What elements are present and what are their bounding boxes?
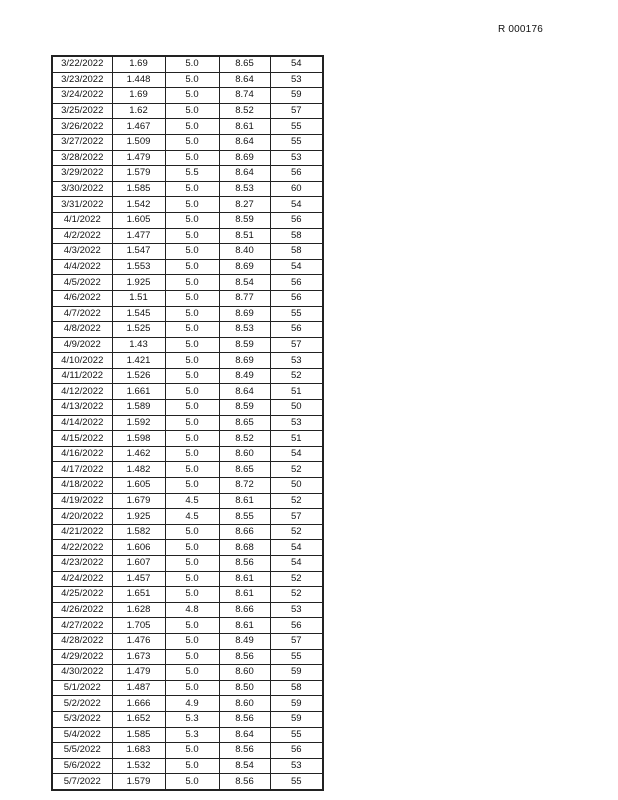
value-cell: 1.605 [112, 212, 165, 228]
value-cell: 5.0 [165, 134, 219, 150]
value-cell: 5.0 [165, 368, 219, 384]
value-cell: 8.53 [219, 181, 270, 197]
date-cell: 4/15/2022 [52, 431, 112, 447]
value-cell: 5.0 [165, 119, 219, 135]
data-table [51, 55, 324, 791]
value-cell: 8.64 [219, 727, 270, 743]
value-cell: 1.467 [112, 119, 165, 135]
value-cell: 5.0 [165, 337, 219, 353]
table-row [52, 134, 323, 150]
table-body [52, 56, 323, 790]
value-cell: 4.5 [165, 493, 219, 509]
value-cell: 1.652 [112, 711, 165, 727]
value-cell: 51 [270, 384, 323, 400]
date-cell: 4/5/2022 [52, 275, 112, 291]
table-row [52, 540, 323, 556]
date-cell: 4/10/2022 [52, 353, 112, 369]
value-cell: 1.673 [112, 649, 165, 665]
date-cell: 4/3/2022 [52, 244, 112, 260]
table-row [52, 181, 323, 197]
value-cell: 1.605 [112, 478, 165, 494]
table-row [52, 711, 323, 727]
value-cell: 5.0 [165, 275, 219, 291]
value-cell: 8.61 [219, 587, 270, 603]
value-cell: 4.5 [165, 509, 219, 525]
date-cell: 4/8/2022 [52, 322, 112, 338]
value-cell: 54 [270, 56, 323, 72]
value-cell: 54 [270, 197, 323, 213]
value-cell: 8.56 [219, 556, 270, 572]
value-cell: 5.5 [165, 166, 219, 182]
value-cell: 59 [270, 88, 323, 104]
date-cell: 4/14/2022 [52, 415, 112, 431]
value-cell: 8.61 [219, 618, 270, 634]
value-cell: 5.0 [165, 524, 219, 540]
value-cell: 52 [270, 571, 323, 587]
date-cell: 3/31/2022 [52, 197, 112, 213]
table-row [52, 556, 323, 572]
table-row [52, 618, 323, 634]
value-cell: 5.0 [165, 244, 219, 260]
date-cell: 3/30/2022 [52, 181, 112, 197]
value-cell: 57 [270, 103, 323, 119]
value-cell: 1.542 [112, 197, 165, 213]
table-row [52, 571, 323, 587]
table-row [52, 197, 323, 213]
table-row [52, 758, 323, 774]
value-cell: 8.59 [219, 212, 270, 228]
value-cell: 8.69 [219, 306, 270, 322]
date-cell: 5/7/2022 [52, 774, 112, 790]
date-cell: 4/21/2022 [52, 524, 112, 540]
table-row [52, 665, 323, 681]
value-cell: 5.0 [165, 290, 219, 306]
value-cell: 5.0 [165, 446, 219, 462]
value-cell: 59 [270, 711, 323, 727]
value-cell: 8.54 [219, 758, 270, 774]
date-cell: 4/16/2022 [52, 446, 112, 462]
value-cell: 1.448 [112, 72, 165, 88]
date-cell: 4/27/2022 [52, 618, 112, 634]
date-cell: 4/4/2022 [52, 259, 112, 275]
value-cell: 8.69 [219, 353, 270, 369]
value-cell: 5.0 [165, 556, 219, 572]
date-cell: 5/2/2022 [52, 696, 112, 712]
date-cell: 4/28/2022 [52, 633, 112, 649]
value-cell: 5.0 [165, 758, 219, 774]
value-cell: 57 [270, 509, 323, 525]
value-cell: 1.482 [112, 462, 165, 478]
value-cell: 52 [270, 462, 323, 478]
value-cell: 5.0 [165, 212, 219, 228]
value-cell: 8.60 [219, 446, 270, 462]
date-cell: 4/6/2022 [52, 290, 112, 306]
value-cell: 8.52 [219, 103, 270, 119]
date-cell: 5/3/2022 [52, 711, 112, 727]
value-cell: 1.582 [112, 524, 165, 540]
value-cell: 8.56 [219, 649, 270, 665]
value-cell: 5.0 [165, 680, 219, 696]
table-row [52, 446, 323, 462]
table-row [52, 337, 323, 353]
value-cell: 1.462 [112, 446, 165, 462]
value-cell: 1.69 [112, 88, 165, 104]
table-row [52, 88, 323, 104]
table-row [52, 103, 323, 119]
value-cell: 56 [270, 322, 323, 338]
value-cell: 8.64 [219, 72, 270, 88]
date-cell: 3/28/2022 [52, 150, 112, 166]
value-cell: 4.9 [165, 696, 219, 712]
date-cell: 3/29/2022 [52, 166, 112, 182]
table-row [52, 478, 323, 494]
value-cell: 8.66 [219, 602, 270, 618]
value-cell: 8.54 [219, 275, 270, 291]
table-row [52, 322, 323, 338]
table-row [52, 150, 323, 166]
value-cell: 53 [270, 602, 323, 618]
value-cell: 55 [270, 306, 323, 322]
table-row [52, 259, 323, 275]
value-cell: 51 [270, 431, 323, 447]
value-cell: 1.553 [112, 259, 165, 275]
value-cell: 8.69 [219, 259, 270, 275]
value-cell: 1.628 [112, 602, 165, 618]
value-cell: 50 [270, 400, 323, 416]
value-cell: 53 [270, 415, 323, 431]
value-cell: 1.69 [112, 56, 165, 72]
date-cell: 4/20/2022 [52, 509, 112, 525]
value-cell: 56 [270, 166, 323, 182]
value-cell: 5.0 [165, 400, 219, 416]
value-cell: 1.606 [112, 540, 165, 556]
date-cell: 3/26/2022 [52, 119, 112, 135]
value-cell: 5.0 [165, 228, 219, 244]
table-row [52, 290, 323, 306]
value-cell: 1.598 [112, 431, 165, 447]
value-cell: 55 [270, 774, 323, 790]
value-cell: 56 [270, 290, 323, 306]
value-cell: 1.479 [112, 150, 165, 166]
date-cell: 4/26/2022 [52, 602, 112, 618]
date-cell: 3/23/2022 [52, 72, 112, 88]
value-cell: 8.69 [219, 150, 270, 166]
value-cell: 58 [270, 228, 323, 244]
table-row [52, 633, 323, 649]
value-cell: 5.3 [165, 711, 219, 727]
value-cell: 1.479 [112, 665, 165, 681]
value-cell: 8.77 [219, 290, 270, 306]
value-cell: 8.51 [219, 228, 270, 244]
date-cell: 4/17/2022 [52, 462, 112, 478]
date-cell: 4/12/2022 [52, 384, 112, 400]
value-cell: 55 [270, 134, 323, 150]
table-row [52, 602, 323, 618]
value-cell: 5.0 [165, 462, 219, 478]
date-cell: 4/13/2022 [52, 400, 112, 416]
value-cell: 52 [270, 524, 323, 540]
value-cell: 1.532 [112, 758, 165, 774]
value-cell: 8.68 [219, 540, 270, 556]
value-cell: 8.59 [219, 337, 270, 353]
value-cell: 50 [270, 478, 323, 494]
value-cell: 59 [270, 696, 323, 712]
value-cell: 52 [270, 587, 323, 603]
date-cell: 4/19/2022 [52, 493, 112, 509]
value-cell: 5.0 [165, 103, 219, 119]
value-cell: 60 [270, 181, 323, 197]
date-cell: 5/6/2022 [52, 758, 112, 774]
value-cell: 4.8 [165, 602, 219, 618]
date-cell: 4/24/2022 [52, 571, 112, 587]
value-cell: 55 [270, 727, 323, 743]
table-row [52, 119, 323, 135]
value-cell: 5.0 [165, 259, 219, 275]
value-cell: 1.589 [112, 400, 165, 416]
value-cell: 1.925 [112, 275, 165, 291]
value-cell: 1.607 [112, 556, 165, 572]
table-row [52, 415, 323, 431]
table-row [52, 166, 323, 182]
value-cell: 55 [270, 119, 323, 135]
value-cell: 8.65 [219, 415, 270, 431]
value-cell: 5.0 [165, 306, 219, 322]
table-row [52, 228, 323, 244]
value-cell: 5.0 [165, 743, 219, 759]
value-cell: 8.60 [219, 696, 270, 712]
value-cell: 1.585 [112, 727, 165, 743]
date-cell: 4/11/2022 [52, 368, 112, 384]
table-row [52, 680, 323, 696]
table-row [52, 774, 323, 790]
value-cell: 8.61 [219, 119, 270, 135]
value-cell: 5.0 [165, 181, 219, 197]
value-cell: 56 [270, 212, 323, 228]
table-row [52, 727, 323, 743]
table-row [52, 72, 323, 88]
value-cell: 8.49 [219, 633, 270, 649]
value-cell: 1.579 [112, 774, 165, 790]
page-id-label: R 000176 [498, 24, 543, 35]
value-cell: 8.49 [219, 368, 270, 384]
table-row [52, 462, 323, 478]
date-cell: 5/1/2022 [52, 680, 112, 696]
value-cell: 1.43 [112, 337, 165, 353]
value-cell: 1.457 [112, 571, 165, 587]
value-cell: 57 [270, 337, 323, 353]
value-cell: 54 [270, 540, 323, 556]
table-row [52, 696, 323, 712]
value-cell: 8.61 [219, 571, 270, 587]
value-cell: 5.0 [165, 322, 219, 338]
value-cell: 1.579 [112, 166, 165, 182]
value-cell: 8.65 [219, 56, 270, 72]
date-cell: 3/27/2022 [52, 134, 112, 150]
value-cell: 54 [270, 259, 323, 275]
value-cell: 5.0 [165, 774, 219, 790]
value-cell: 1.666 [112, 696, 165, 712]
value-cell: 8.64 [219, 166, 270, 182]
value-cell: 53 [270, 353, 323, 369]
value-cell: 1.487 [112, 680, 165, 696]
value-cell: 5.0 [165, 353, 219, 369]
value-cell: 5.0 [165, 633, 219, 649]
value-cell: 1.51 [112, 290, 165, 306]
table-row [52, 353, 323, 369]
table-row [52, 384, 323, 400]
date-cell: 3/25/2022 [52, 103, 112, 119]
value-cell: 8.52 [219, 431, 270, 447]
date-cell: 3/24/2022 [52, 88, 112, 104]
value-cell: 8.66 [219, 524, 270, 540]
value-cell: 1.651 [112, 587, 165, 603]
value-cell: 58 [270, 244, 323, 260]
value-cell: 1.592 [112, 415, 165, 431]
date-cell: 4/30/2022 [52, 665, 112, 681]
value-cell: 52 [270, 368, 323, 384]
value-cell: 1.421 [112, 353, 165, 369]
value-cell: 5.0 [165, 431, 219, 447]
value-cell: 5.0 [165, 197, 219, 213]
value-cell: 52 [270, 493, 323, 509]
value-cell: 53 [270, 758, 323, 774]
value-cell: 1.679 [112, 493, 165, 509]
value-cell: 8.27 [219, 197, 270, 213]
date-cell: 3/22/2022 [52, 56, 112, 72]
value-cell: 54 [270, 556, 323, 572]
value-cell: 5.0 [165, 618, 219, 634]
value-cell: 5.0 [165, 384, 219, 400]
value-cell: 8.55 [219, 509, 270, 525]
table-row [52, 400, 323, 416]
value-cell: 1.526 [112, 368, 165, 384]
table-row [52, 368, 323, 384]
value-cell: 1.476 [112, 633, 165, 649]
value-cell: 5.0 [165, 649, 219, 665]
date-cell: 4/7/2022 [52, 306, 112, 322]
value-cell: 5.0 [165, 571, 219, 587]
date-cell: 4/22/2022 [52, 540, 112, 556]
table-row [52, 56, 323, 72]
value-cell: 5.0 [165, 72, 219, 88]
table-row [52, 212, 323, 228]
value-cell: 5.3 [165, 727, 219, 743]
table-row [52, 743, 323, 759]
value-cell: 8.50 [219, 680, 270, 696]
date-cell: 4/29/2022 [52, 649, 112, 665]
value-cell: 56 [270, 618, 323, 634]
value-cell: 5.0 [165, 665, 219, 681]
value-cell: 1.525 [112, 322, 165, 338]
value-cell: 58 [270, 680, 323, 696]
value-cell: 8.64 [219, 384, 270, 400]
value-cell: 8.65 [219, 462, 270, 478]
value-cell: 54 [270, 446, 323, 462]
date-cell: 4/1/2022 [52, 212, 112, 228]
value-cell: 8.56 [219, 711, 270, 727]
value-cell: 8.61 [219, 493, 270, 509]
value-cell: 56 [270, 275, 323, 291]
value-cell: 55 [270, 649, 323, 665]
value-cell: 8.40 [219, 244, 270, 260]
value-cell: 1.705 [112, 618, 165, 634]
table-row [52, 244, 323, 260]
table-row [52, 649, 323, 665]
date-cell: 5/5/2022 [52, 743, 112, 759]
value-cell: 1.661 [112, 384, 165, 400]
value-cell: 5.0 [165, 415, 219, 431]
value-cell: 1.62 [112, 103, 165, 119]
date-cell: 5/4/2022 [52, 727, 112, 743]
value-cell: 1.683 [112, 743, 165, 759]
value-cell: 8.53 [219, 322, 270, 338]
value-cell: 5.0 [165, 540, 219, 556]
value-cell: 5.0 [165, 587, 219, 603]
value-cell: 53 [270, 150, 323, 166]
value-cell: 59 [270, 665, 323, 681]
value-cell: 5.0 [165, 56, 219, 72]
date-cell: 4/18/2022 [52, 478, 112, 494]
value-cell: 1.545 [112, 306, 165, 322]
date-cell: 4/23/2022 [52, 556, 112, 572]
value-cell: 1.547 [112, 244, 165, 260]
value-cell: 8.64 [219, 134, 270, 150]
table-row [52, 524, 323, 540]
date-cell: 4/9/2022 [52, 337, 112, 353]
value-cell: 1.585 [112, 181, 165, 197]
value-cell: 8.74 [219, 88, 270, 104]
table-row [52, 306, 323, 322]
date-cell: 4/25/2022 [52, 587, 112, 603]
table-row [52, 587, 323, 603]
value-cell: 1.509 [112, 134, 165, 150]
value-cell: 57 [270, 633, 323, 649]
value-cell: 56 [270, 743, 323, 759]
table-row [52, 509, 323, 525]
value-cell: 5.0 [165, 88, 219, 104]
table-row [52, 431, 323, 447]
value-cell: 53 [270, 72, 323, 88]
value-cell: 8.56 [219, 774, 270, 790]
value-cell: 8.60 [219, 665, 270, 681]
value-cell: 8.56 [219, 743, 270, 759]
value-cell: 1.925 [112, 509, 165, 525]
table-row [52, 493, 323, 509]
value-cell: 5.0 [165, 478, 219, 494]
table-row [52, 275, 323, 291]
value-cell: 1.477 [112, 228, 165, 244]
value-cell: 5.0 [165, 150, 219, 166]
value-cell: 8.59 [219, 400, 270, 416]
value-cell: 8.72 [219, 478, 270, 494]
date-cell: 4/2/2022 [52, 228, 112, 244]
